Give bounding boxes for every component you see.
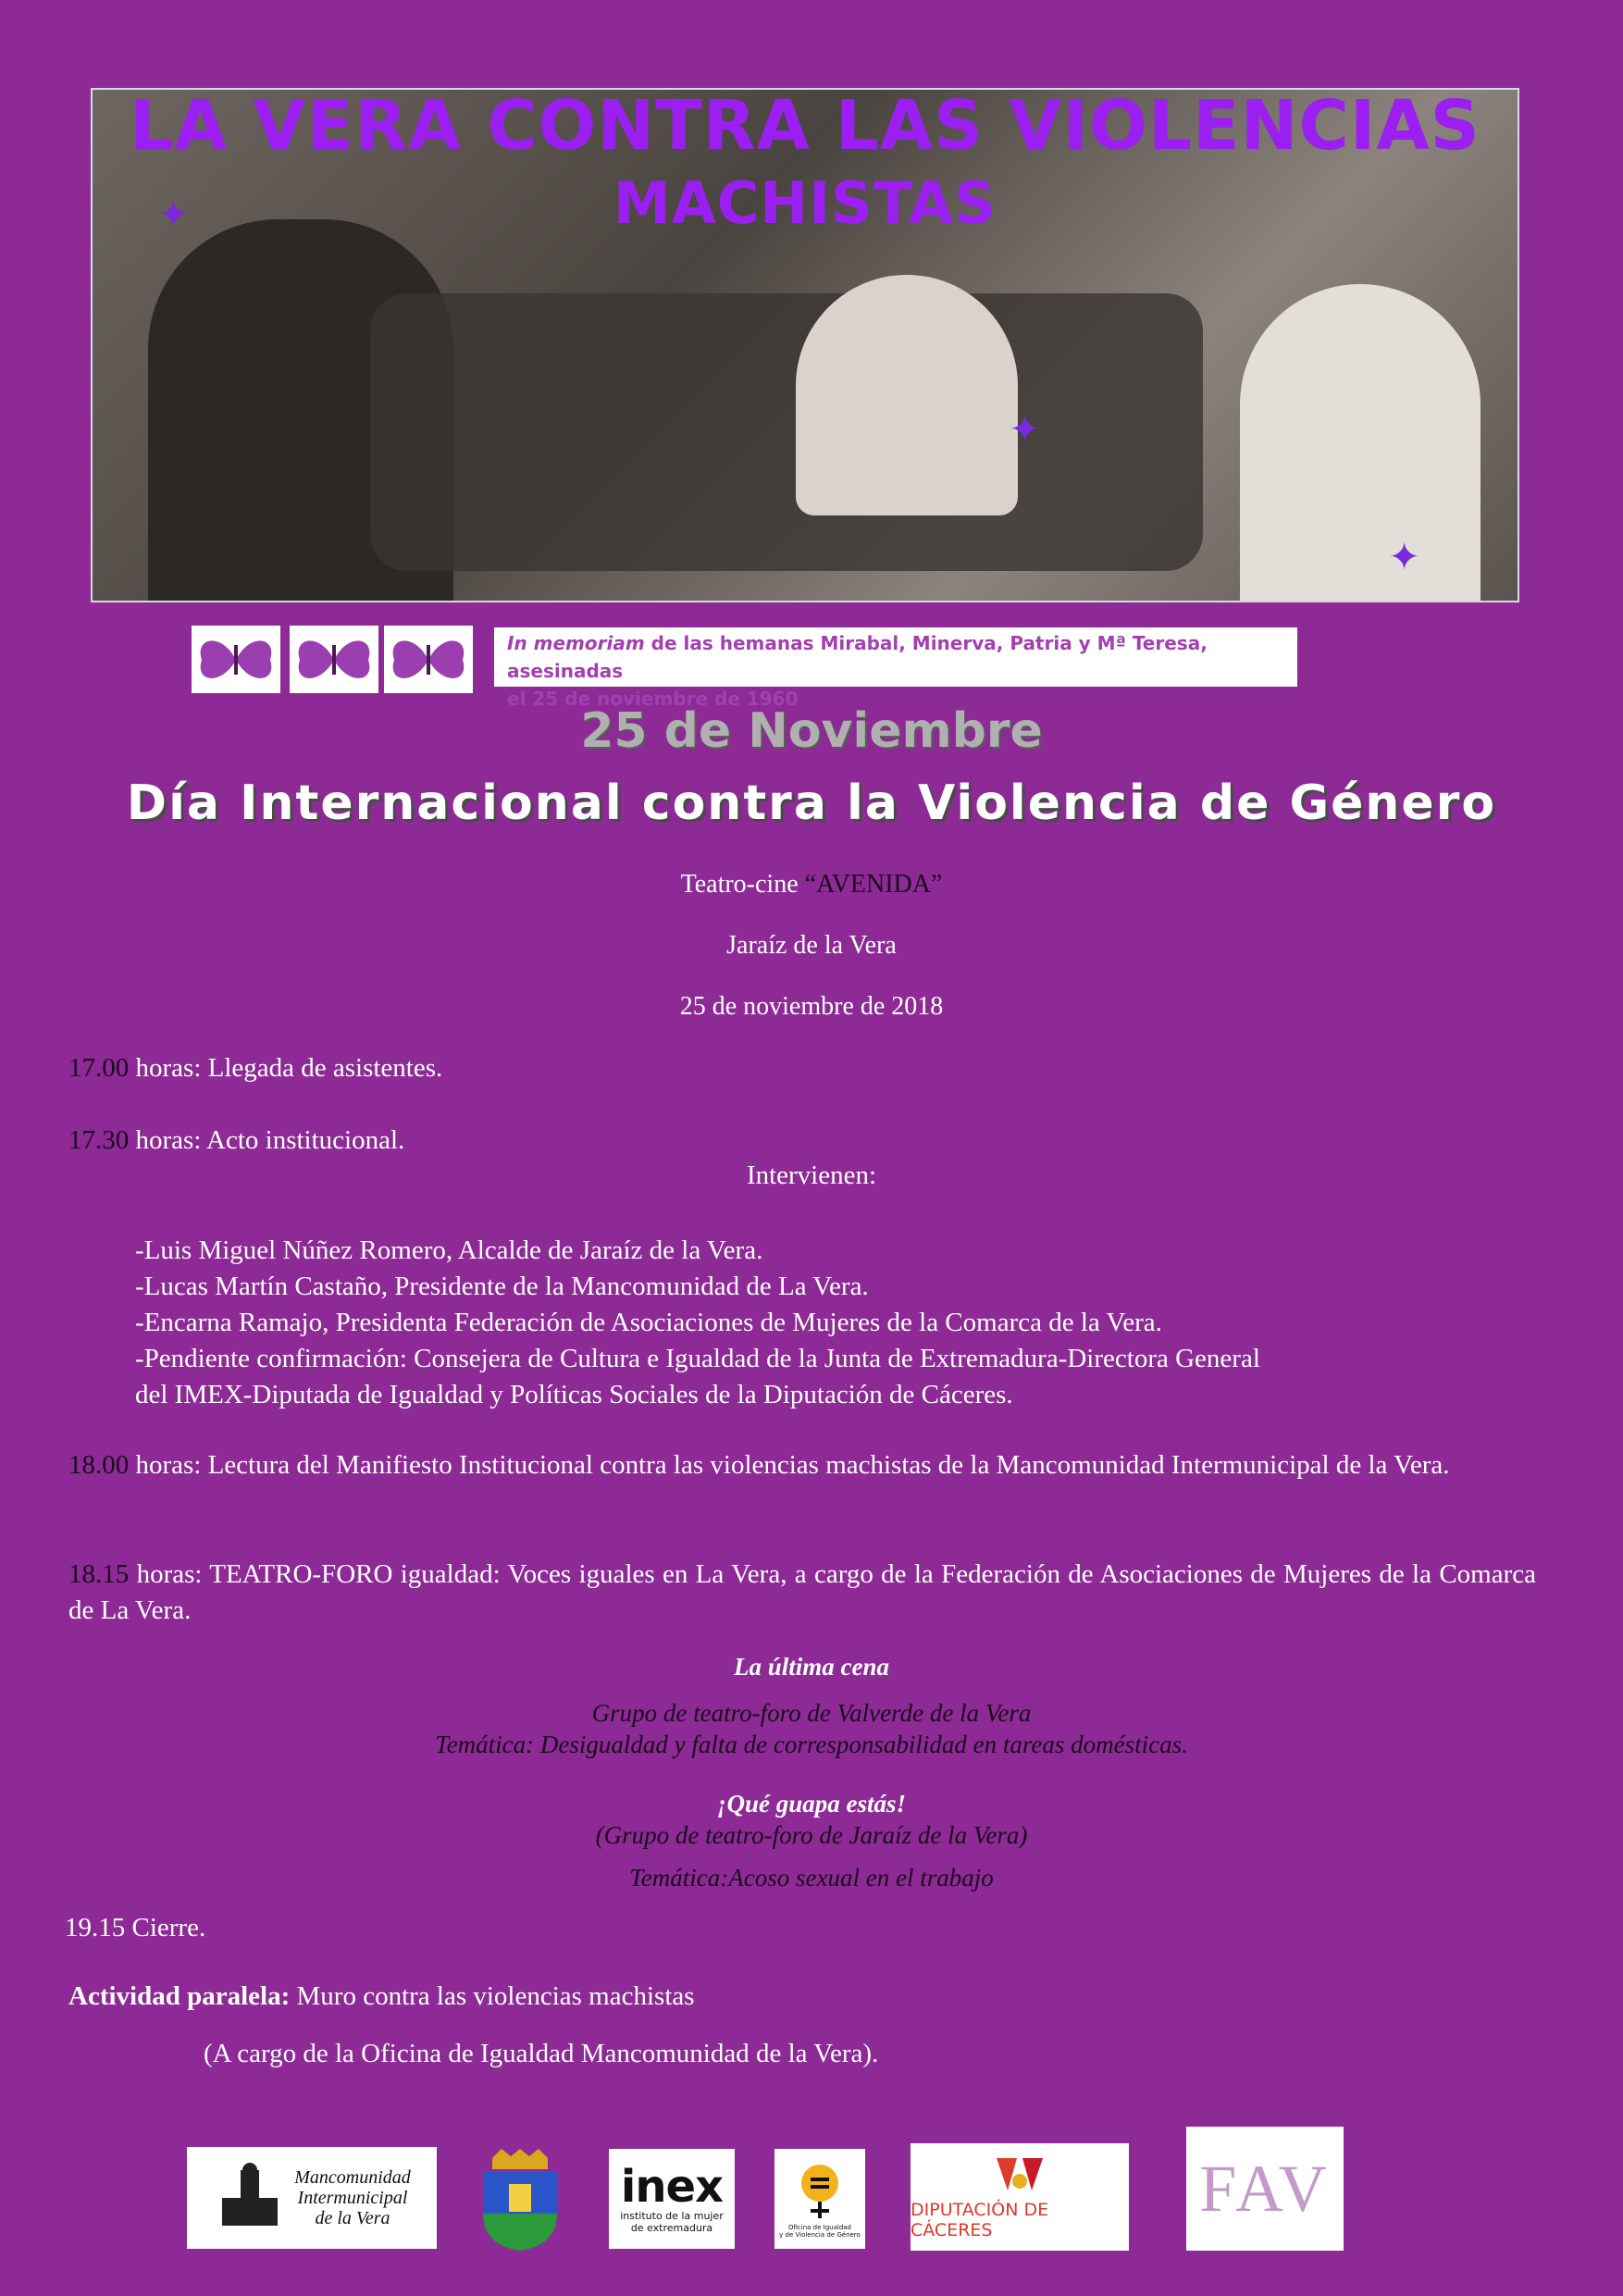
date-heading: 25 de Noviembre [580,703,1043,759]
logo-diputacion [911,2143,1129,2251]
parallel-activity [68,1979,1536,2015]
play1-group: Grupo de teatro-foro de Valverde de la Vera [591,1699,1032,1727]
program-item-1815 [68,1557,1536,1629]
parallel-label: Actividad paralela: [68,1981,291,2011]
logo-federacion [1186,2127,1344,2251]
imex-sub: de extremadura [630,2222,713,2234]
venue-town: Jaraíz de la Vera [726,931,897,960]
program-item-1700 [68,1050,1536,1086]
time-label: 17.30 [68,1125,130,1155]
banner-title-line1: LA VERA CONTRA LAS VIOLENCIAS [130,88,1481,166]
photo-background-figure-right [1240,284,1481,601]
memoriam-lead: In memoriam [507,632,645,654]
intervienen-heading: Intervienen: [746,1160,877,1190]
oficina-text: y de Violencia de Género [779,2231,861,2239]
logo-text-line: Intermunicipal [297,2188,408,2208]
speaker-item: -Encarna Ramajo, Presidenta Federación de Asociaciones de Mujeres de la Comarca de la Vera. [135,1308,1162,1337]
logo-mancomunidad [187,2147,437,2249]
photo-background-figure-center [796,275,1018,515]
imex-sub: instituto de la mujer [620,2210,724,2222]
play1-theme: Temática: Desigualdad y falta de corresponsabilidad en tareas domésticas. [435,1731,1188,1758]
federacion-text: FAV [1199,2151,1331,2226]
imex-wordmark: inex [620,2161,724,2213]
venue-line [0,870,1623,900]
logo-oficina-igualdad [774,2149,865,2249]
main-title: Día Internacional contra la Violencia de Género [126,776,1497,831]
butterfly-image-1 [192,626,280,693]
butterfly-icon [292,632,376,688]
play2-theme: Temática:Acoso sexual en el trabajo [629,1864,994,1892]
logo-coat-of-arms [472,2149,568,2251]
memoriam-note [494,627,1297,710]
item-text: horas: TEATRO-FORO igualdad: Voces iguales en La Vera, a cargo de la Federación de Asociaciones de Mujeres de la Comarca de La Vera. [68,1559,1536,1625]
butterfly-image-3 [384,626,473,693]
closing-item: 19.15 Cierre. [65,1913,206,1942]
memoriam-line1: de las hemanas Mirabal, Minerva, Patria y Mª Teresa, asesinadas [507,632,1208,682]
logo-text-line: de la Vera [315,2208,390,2228]
venue-prefix: Teatro-cine [680,870,805,899]
butterfly-icon [194,632,278,688]
photo-background-car [370,293,1203,571]
time-label: 18.00 [68,1450,130,1480]
butterfly-icon [387,632,470,688]
item-text: horas: Llegada de asistentes. [129,1053,443,1083]
butterfly-icon: ✦ [1009,409,1042,452]
speaker-item: -Lucas Martín Castaño, Presidente de la Mancomunidad de La Vera. [135,1272,869,1301]
time-label: 18.15 [68,1559,130,1589]
header-photo-banner [91,88,1519,602]
butterfly-icon: ✦ [157,194,191,237]
parallel-note: (A cargo de la Oficina de Igualdad Mancomunidad de la Vera). [204,2039,879,2068]
play2-group: (Grupo de teatro-foro de Jaraíz de la Vera) [595,1821,1028,1849]
item-text: horas: Lectura del Manifiesto Institucional contra las violencias machistas de la Mancomunidad Intermunicipal de la Vera. [129,1450,1450,1480]
parallel-text: Muro contra las violencias machistas [290,1981,695,2011]
logo-imex [609,2149,735,2249]
fountain-icon [213,2161,287,2235]
program-item-1800 [68,1447,1536,1483]
gender-equality-icon [792,2159,848,2224]
oficina-text: Oficina de Igualdad [788,2224,851,2231]
play2-title: ¡Qué guapa estás! [716,1790,907,1818]
diputacion-emblem-icon [987,2153,1052,2200]
coat-of-arms-icon [472,2149,568,2251]
logo-text-line: Mancomunidad [294,2167,411,2188]
time-label: 17.00 [68,1053,130,1083]
speaker-item: del IMEX-Diputada de Igualdad y Políticas Sociales de la Diputación de Cáceres. [135,1380,1013,1409]
event-date: 25 de noviembre de 2018 [679,992,944,1021]
venue-name: “AVENIDA” [804,870,943,899]
banner-title-line2: MACHISTAS [613,169,997,237]
diputacion-text: DIPUTACIÓN DE CÁCERES [911,2200,1049,2240]
item-text: horas: Acto institucional. [129,1125,405,1155]
speaker-item: -Pendiente confirmación: Consejera de Cultura e Igualdad de la Junta de Extremadura-Directora General [135,1344,1260,1373]
butterfly-image-2 [290,626,378,693]
butterfly-icon: ✦ [1388,537,1421,579]
speakers-list [135,1233,1551,1413]
memoriam-line2: el 25 de noviembre de 1960 [507,688,799,710]
play1-title: La última cena [734,1653,889,1681]
program-item-1730 [68,1123,1536,1159]
speaker-item: -Luis Miguel Núñez Romero, Alcalde de Jaraíz de la Vera. [135,1235,763,1265]
